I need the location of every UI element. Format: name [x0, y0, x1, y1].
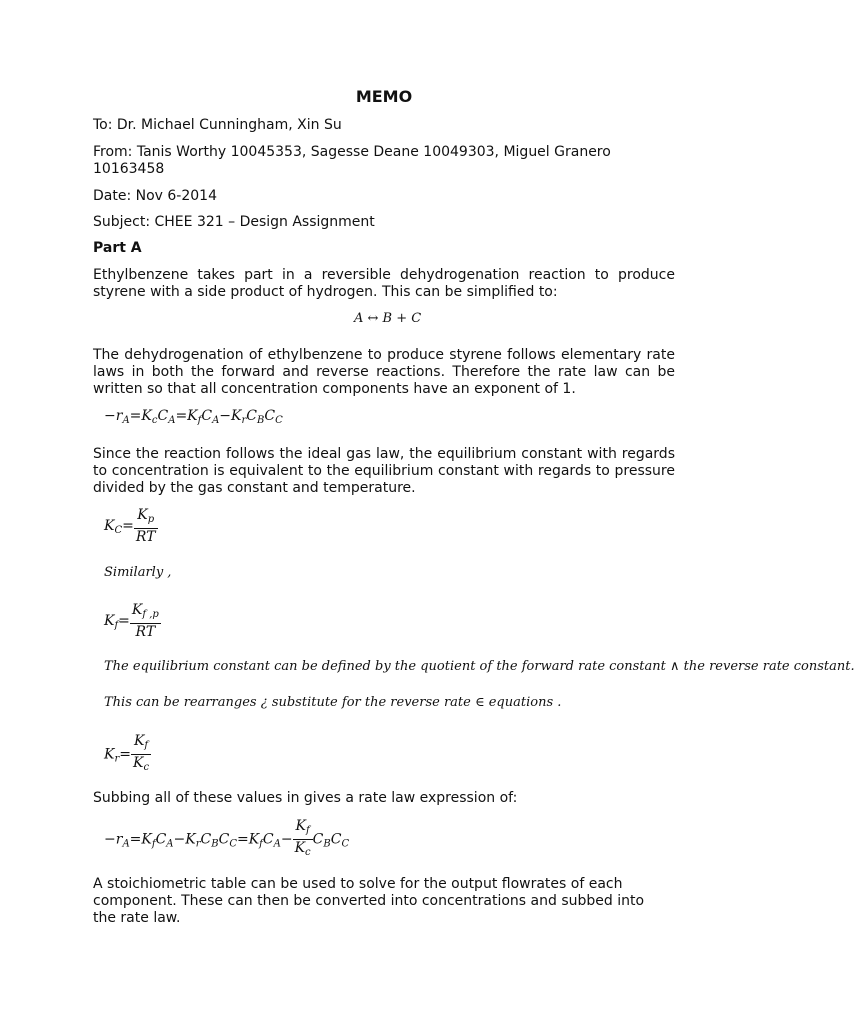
memo-to: To: Dr. Michael Cunningham, Xin Su [93, 117, 342, 133]
final-rate-law-equation: $-r_A=K_fC_A-K_rC_BC_C=K_fC_A-$ $\frac{K_f}{K_c}$ $C_BC_C$ [104, 818, 349, 861]
memo-subject: Subject: CHEE 321 – Design Assignment [93, 214, 375, 230]
memo-from-line1: From: Tanis Worthy 10045353, Sagesse Deane 10049303, Miguel Granero [93, 144, 611, 160]
paragraph-ideal-gas: Since the reaction follows the ideal gas law, the equilibrium constant with regards to concentration is equivalent to the equilibrium constant with regards to pressure divided by the gas constant and temperature. [93, 446, 675, 496]
memo-from-line2: 10163458 [93, 161, 165, 177]
kc-equation: $K_C=$ $\frac{K_p}{RT}$ [104, 507, 156, 545]
reaction-equation: A ↔ B + C [354, 311, 422, 326]
rearrange-text: This can be rearranges ¿ substitute for the reverse rate ∈ equations . [104, 695, 562, 710]
paragraph-elementary-rate: The dehydrogenation of ethylbenzene to produce styrene follows elementary rate laws in both the forward and reverse reactions. Therefore the rate law can be written so that all concentration components have an exponent of 1. [93, 347, 675, 397]
equilibrium-text: The equilibrium constant can be defined by the quotient of the forward rate constant ∧ the reverse rate constant. [104, 659, 855, 674]
kf-equation: $K_f=$ $\frac{K_{f ,p}}{RT}$ [104, 602, 159, 640]
paragraph-stoichiometric: A stoichiometric table can be used to solve for the output flowrates of each component. These can then be converted into concentrations and subbed into the rate law. [93, 876, 645, 926]
memo-title: MEMO [355, 87, 413, 106]
memo-date: Date: Nov 6-2014 [93, 188, 217, 204]
paragraph-intro: Ethylbenzene takes part in a reversible dehydrogenation reaction to produce styrene with a side product of hydrogen. This can be simplified to: [93, 267, 675, 300]
kr-equation: $K_r=$ $\frac{K_f}{K_c}$ [104, 733, 151, 776]
paragraph-subbing: Subbing all of these values in gives a rate law expression of: [93, 790, 518, 806]
similarly-text: Similarly , [104, 565, 172, 580]
part-heading: Part A [93, 240, 142, 256]
rate-law-equation: $-r_A=K_cC_A=K_fC_A-K_rC_BC_C$ [104, 408, 283, 426]
